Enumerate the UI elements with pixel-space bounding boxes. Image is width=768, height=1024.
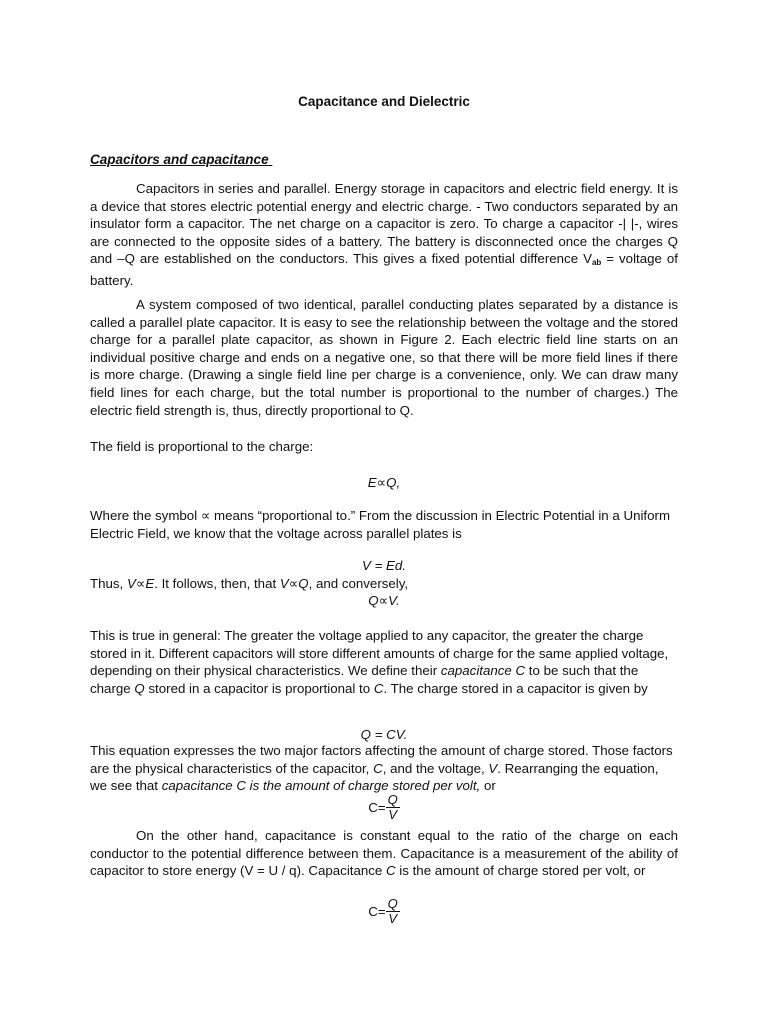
otherhand-c: C <box>386 863 396 879</box>
factors-text-e: . Rearranging the equation, we see that <box>90 760 659 794</box>
vab-subscript: ab <box>591 258 602 268</box>
frac2-denominator: V <box>388 911 398 926</box>
factors-text-g: or <box>480 778 496 794</box>
factors-v: V <box>488 760 498 776</box>
factors-text-c: , and the voltage, <box>382 760 489 776</box>
frac2-fraction <box>386 897 400 926</box>
otherhand-text-a: On the other hand, capacitance is constant equal to the ratio of the charge on each conductor to the potential difference between them. Capacitance is a measurement of the ability of capacitor to store energy (V = U / q). Capacitance <box>90 828 678 879</box>
frac2-numerator: Q <box>387 896 398 911</box>
paragraph-thus <box>90 575 678 593</box>
frac1-lhs: C= <box>368 800 386 815</box>
section-heading: Capacitors and capacitance <box>90 152 273 167</box>
paragraph-intro-text: Capacitors in series and parallel. Energy storage in capacitors and electric field energy. It is a device that stores electric potential energy and electric charge. - Two conductors separated by an insulator form a capacitor. The net charge on a capacitor is zero. To charge a capacitor -| |-, wires are connected to the opposite sides of a battery. The battery is disconnected once the charges Q and –Q are established on the conductors. This gives a fixed potential difference V <box>90 181 678 267</box>
frac1-fraction <box>386 793 400 822</box>
paragraph-field-proportional: The field is proportional to the charge: <box>90 439 314 454</box>
thus-v-prop-q: V∝Q <box>279 576 309 591</box>
paragraph-intro-tail: = voltage of battery. <box>90 251 678 288</box>
general-c: C <box>373 680 384 696</box>
document-title: Capacitance and Dielectric <box>298 94 470 109</box>
frac2-lhs: C= <box>368 904 386 919</box>
thus-text-a: Thus, <box>90 576 127 591</box>
paragraph-major-factors <box>90 742 678 795</box>
general-q: Q <box>134 680 145 696</box>
general-text-g: . The charge stored in a capacitor is given by <box>383 680 648 696</box>
frac1-numerator: Q <box>387 792 398 807</box>
equation-q-prop-v: Q∝V. <box>368 593 400 608</box>
thus-text-c: . It follows, then, that <box>154 576 280 591</box>
paragraph-other-hand <box>90 827 678 880</box>
factors-text-a: This equation expresses the two major factors affecting the amount of charge stored. Those factors are the physical characteristics of the capacitor, <box>90 743 673 776</box>
equation-c-q-over-v-2 <box>0 897 768 926</box>
equation-c-q-over-v-1 <box>0 793 768 822</box>
paragraph-general <box>90 627 678 697</box>
paragraph-symbol-meaning: Where the symbol ∝ means “proportional to.” From the discussion in Electric Potential in a Uniform Electric Field, we know that the voltage across parallel plates is <box>90 508 671 541</box>
general-text-e: stored in a capacitor is proportional to <box>144 680 374 696</box>
equation-q-cv: Q = CV. <box>360 727 408 742</box>
paragraph-intro <box>90 180 678 290</box>
general-text-a: This is true in general: The greater the voltage applied to any capacitor, the greater the charge stored in it. Different capacitors will store different amounts of charge for the same applied voltage, depending on their physical characteristics. We define their <box>90 628 669 679</box>
thus-text-e: , and conversely, <box>308 576 409 591</box>
general-capacitance-c: capacitance C <box>440 663 526 679</box>
thus-v-prop-e: V∝E <box>126 576 155 591</box>
factors-c: C <box>373 760 383 776</box>
general-text-c: to be such that the charge <box>90 663 639 696</box>
factors-definition: capacitance C is the amount of charge stored per volt, <box>161 778 481 794</box>
equation-e-prop-q: E∝Q, <box>367 475 401 490</box>
otherhand-text-c: is the amount of charge stored per volt, or <box>395 863 646 879</box>
paragraph-parallel-plate: A system composed of two identical, parallel conducting plates separated by a distance is called a parallel plate capacitor. It is easy to see the relationship between the voltage and the stored charge for a parallel plate capacitor, as shown in Figure 2. Each electric field line starts on an individual positive charge and ends on a negative one, so that there will be more field lines if there is more charge. (Drawing a single field line per charge is a convenience, only. We can draw many field lines for each charge, but the total number is proportional to the number of charges.) The electric field strength is, thus, directly proportional to Q. <box>90 297 678 418</box>
frac1-denominator: V <box>388 807 398 822</box>
equation-v-ed: V = Ed. <box>362 558 406 573</box>
